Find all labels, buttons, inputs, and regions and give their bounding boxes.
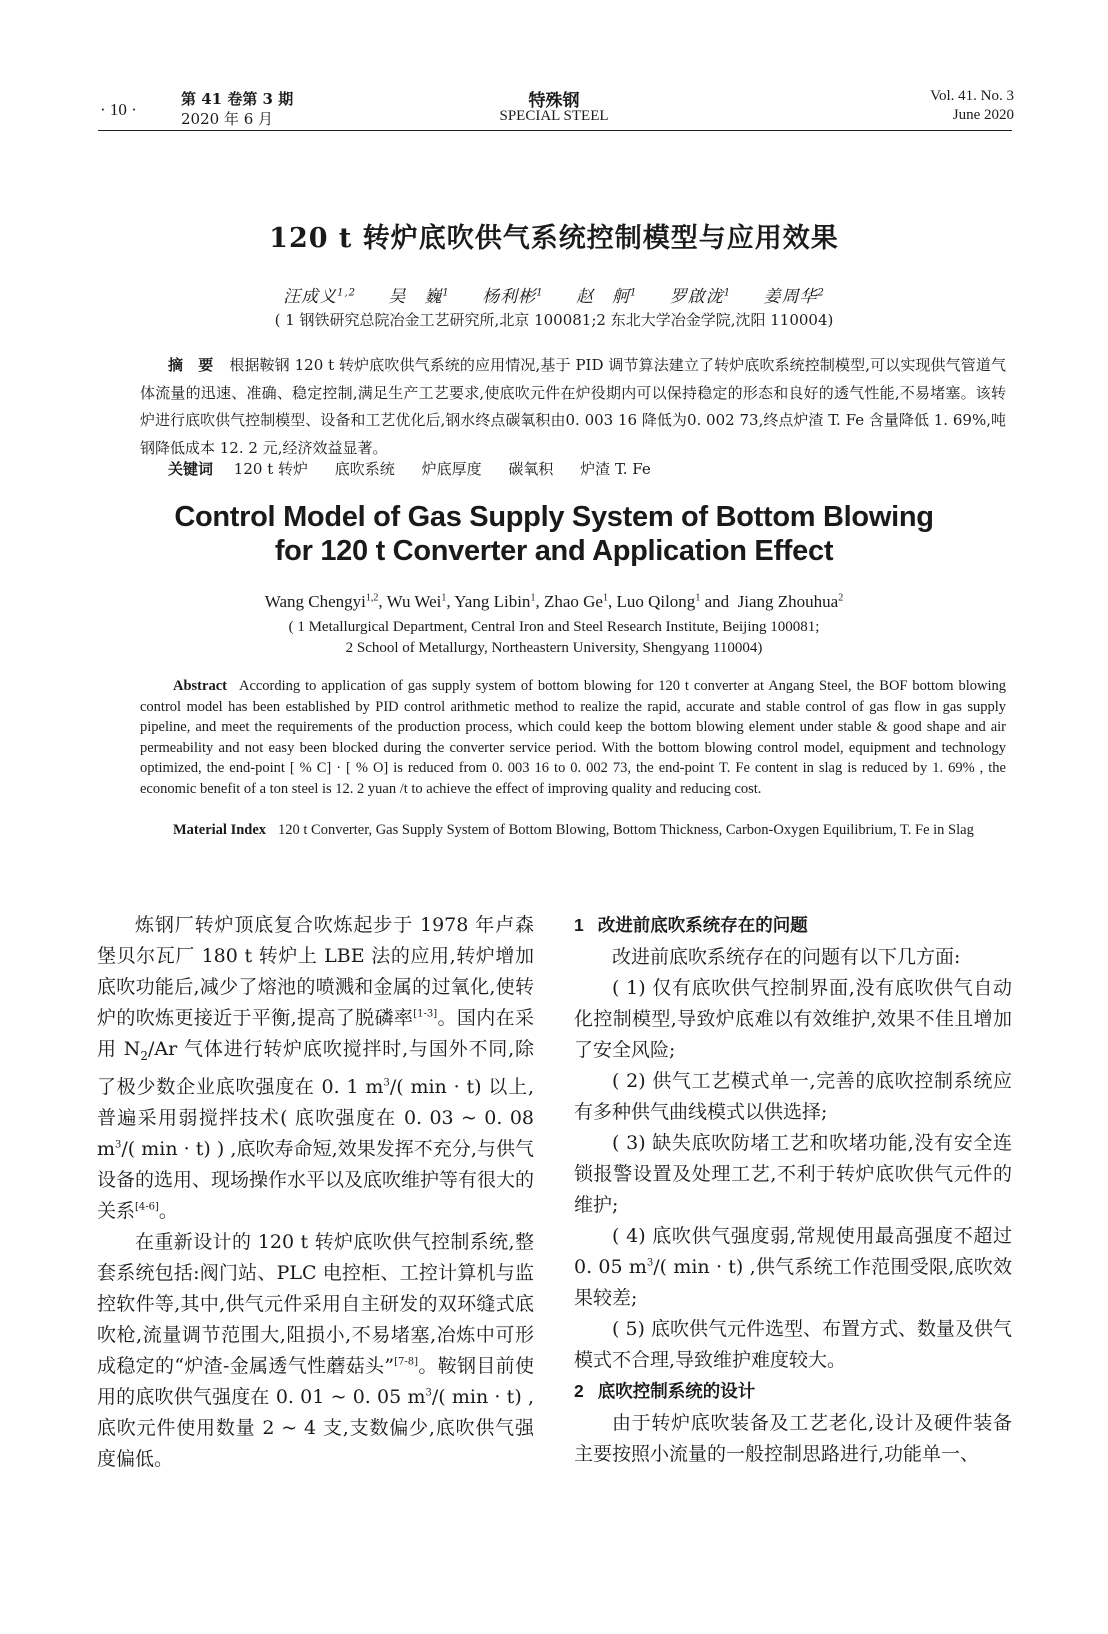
volume-issue-en: Vol. 41. No. 3 (930, 88, 1014, 104)
keyword: 炉底厚度 (421, 460, 482, 478)
journal-name-cn: 特殊钢 (528, 91, 580, 111)
abstract-label-en: Abstract (173, 678, 227, 694)
volume-issue-cn: 第 41 卷第 3 期 (181, 90, 294, 108)
list-item: ( 5) 底吹供气元件选型、布置方式、数量及供气模式不合理,导致维护难度较大。 (574, 1318, 1012, 1371)
body-column-right (574, 910, 1012, 1470)
abstract-text-cn: 根据鞍钢 120 t 转炉底吹供气系统的应用情况,基于 PID 调节算法建立了转炉底吹系统控制模型,可以实现供气管道气体流量的迅速、准确、稳定控制,满足生产工艺要求,使底吹元件在炉役期内可以保持稳定的形态和良好的透气性能,不易堵塞。该转炉进行底吹供气控制模型、设备和工艺优化后,钢水终点碳氧积由0. 003 16 降低为0. 002 73,终点炉渣 T. Fe 含量降低 1. 69%,吨钢降低成本 12. 2 元,经济效益显著。 (140, 356, 1006, 457)
affiliation-en-line2: 2 School of Metallurgy, Northeastern University, Shengyang 110004) (345, 640, 763, 656)
author-cn: 姜周华$^2$ (763, 287, 825, 307)
keywords-cn (168, 458, 673, 479)
author-list-en (0, 592, 1108, 612)
material-index-text: 120 t Converter, Gas Supply System of Bottom Blowing, Bottom Thickness, Carbon-Oxygen Equilibrium, T. Fe in Slag (278, 822, 974, 838)
header-rule (98, 130, 1012, 131)
list-item: ( 3) 缺失底吹防堵工艺和吹堵功能,没有安全连锁报警设置及处理工艺,不利于转炉底吹供气元件的维护; (574, 1132, 1012, 1216)
author-en: Wu Wei$^1$, (386, 592, 455, 611)
author-en: Zhao Ge$^1$, (543, 592, 617, 611)
list-item: ( 1) 仅有底吹供气控制界面,没有底吹供气自动化控制模型,导致炉底难以有效维护,效果不佳且增加了安全风险; (574, 977, 1012, 1061)
list-item: ( 2) 供气工艺模式单一,完善的底吹控制系统应有多种供气曲线模式以供选择; (574, 1070, 1012, 1123)
section-heading-2: 2 底吹控制系统的设计 (574, 1381, 756, 1402)
keywords-label-cn: 关键词 (168, 460, 214, 478)
author-cn: 杨利彬$^1$ (482, 287, 544, 307)
keyword: 碳氧积 (508, 460, 554, 478)
citation: [4-6] (135, 1201, 159, 1213)
author-cn: 吴 巍$^1$ (388, 287, 450, 307)
author-cn: 罗啟泷$^1$ (669, 287, 732, 307)
affiliation-en (0, 617, 1108, 659)
body-paragraph: 由于转炉底吹装备及工艺老化,设计及硬件装备主要按照小流量的一般控制思路进行,功能单一、 (574, 1412, 1012, 1465)
abstract-en (140, 676, 1006, 799)
author-list-cn (0, 282, 1108, 307)
citation: [1-3] (413, 1008, 438, 1020)
author-en: Yang Libin$^1$, (454, 592, 544, 611)
author-en: Jiang Zhouhua$^2$ (737, 592, 844, 611)
body-paragraph: 炼钢厂转炉顶底复合吹炼起步于 1978 年卢森堡贝尔瓦厂 180 t 转炉上 LBE 法的应用,转炉增加底吹功能后,减少了熔池的喷溅和金属的过氧化,使转炉的吹炼更接近于平衡,提高了脱磷率[1-3]。国内在采用 $N_2/Ar$ 气体进行转炉底吹搅拌时,与国外不同,除了极少数企业底吹强度在 0. 1 $m^3/$( min · t) 以上,普遍采用弱搅拌技术( 底吹强度在 0. 03 ~ 0. 08 $m^3/$( min · t) ) ,底吹寿命短,效果发挥不充分,与供气设备的选用、现场操作水平以及底吹维护等有很大的关系[4-6]。 (97, 914, 535, 1222)
affiliation-en-line1: ( 1 Metallurgical Department, Central Iron and Steel Research Institute, Beijing 100081; (288, 619, 820, 635)
body-paragraph: 在重新设计的 120 t 转炉底吹供气控制系统,整套系统包括:阀门站、PLC 电控柜、工控计算机与监控软件等,其中,供气元件采用自主研发的双环缝式底吹枪,流量调节范围大,阻损小,不易堵塞,冶炼中可形成稳定的“炉渣-金属透气性蘑菇头”[7-8]。鞍钢目前使用的底吹供气强度在 0. 01 ~ 0. 05 $m^3/$( min · t) ,底吹元件使用数量 2 ~ 4 支,支数偏少,底吹供气强度偏低。 (97, 1230, 534, 1470)
author-en: Luo Qilong$^1$ and (616, 592, 734, 611)
list-item: ( 4) 底吹供气强度弱,常规使用最高强度不超过0. 05 $m^3/$( min · t) ,供气系统工作范围受限,底吹效果较差; (574, 1225, 1012, 1309)
paper-title-en-line2: for 120 t Converter and Application Effect (274, 535, 834, 567)
journal-name-en: SPECIAL STEEL (499, 108, 609, 124)
date-en: June 2020 (952, 107, 1014, 123)
body-paragraph: 改进前底吹系统存在的问题有以下几方面: (612, 946, 961, 968)
abstract-label-cn: 摘 要 (168, 356, 214, 374)
author-cn: 汪成义$^{1,2}$ (283, 287, 356, 307)
section-heading-1: 1 改进前底吹系统存在的问题 (574, 915, 808, 936)
paper-title-en-line1: Control Model of Gas Supply System of Bottom Blowing (174, 501, 934, 533)
abstract-text-en: According to application of gas supply system of bottom blowing for 120 t converter at Angang Steel, the BOF bottom blowing control model has been established by PID control arithmetic method to realize the rapid, accurate and stable control of gas flow in gas supply pipeline, and meet the requirements of the production process, which could keep the bottom blowing element under stable & good shape and air permeability and not easy been blocked during the converter service period. With the bottom blowing control model, equipment and technology optimized, the end-point [ % C] · [ % O] is reduced from 0. 003 16 to 0. 002 73, the end-point T. Fe content in slag is reduced by 1. 69% , the economic benefit of a ton steel is 12. 2 yuan /t to achieve the effect of improving quality and reducing cost. (140, 678, 1006, 797)
affiliation-cn: ( 1 钢铁研究总院冶金工艺研究所,北京 100081;2 东北大学冶金学院,沈阳 110004) (274, 311, 834, 329)
body-column-left (97, 910, 534, 1475)
paper-title-cn: 120 t 转炉底吹供气系统控制模型与应用效果 (269, 223, 839, 254)
keyword: 底吹系统 (334, 460, 395, 478)
author-en: Wang Chengyi$^{1,2}$, (264, 592, 387, 611)
abstract-cn (140, 352, 1006, 462)
keyword: 120 t 转炉 (233, 460, 308, 478)
page-number: · 10 · (100, 100, 137, 119)
date-cn: 2020 年 6 月 (181, 110, 274, 128)
keyword: 炉渣 T. Fe (580, 460, 651, 478)
material-index-en (140, 820, 1006, 841)
material-index-label: Material Index (173, 822, 267, 838)
paper-title-en (0, 500, 1108, 568)
author-cn: 赵 舸$^1$ (575, 287, 638, 307)
citation: [7-8] (394, 1356, 419, 1368)
